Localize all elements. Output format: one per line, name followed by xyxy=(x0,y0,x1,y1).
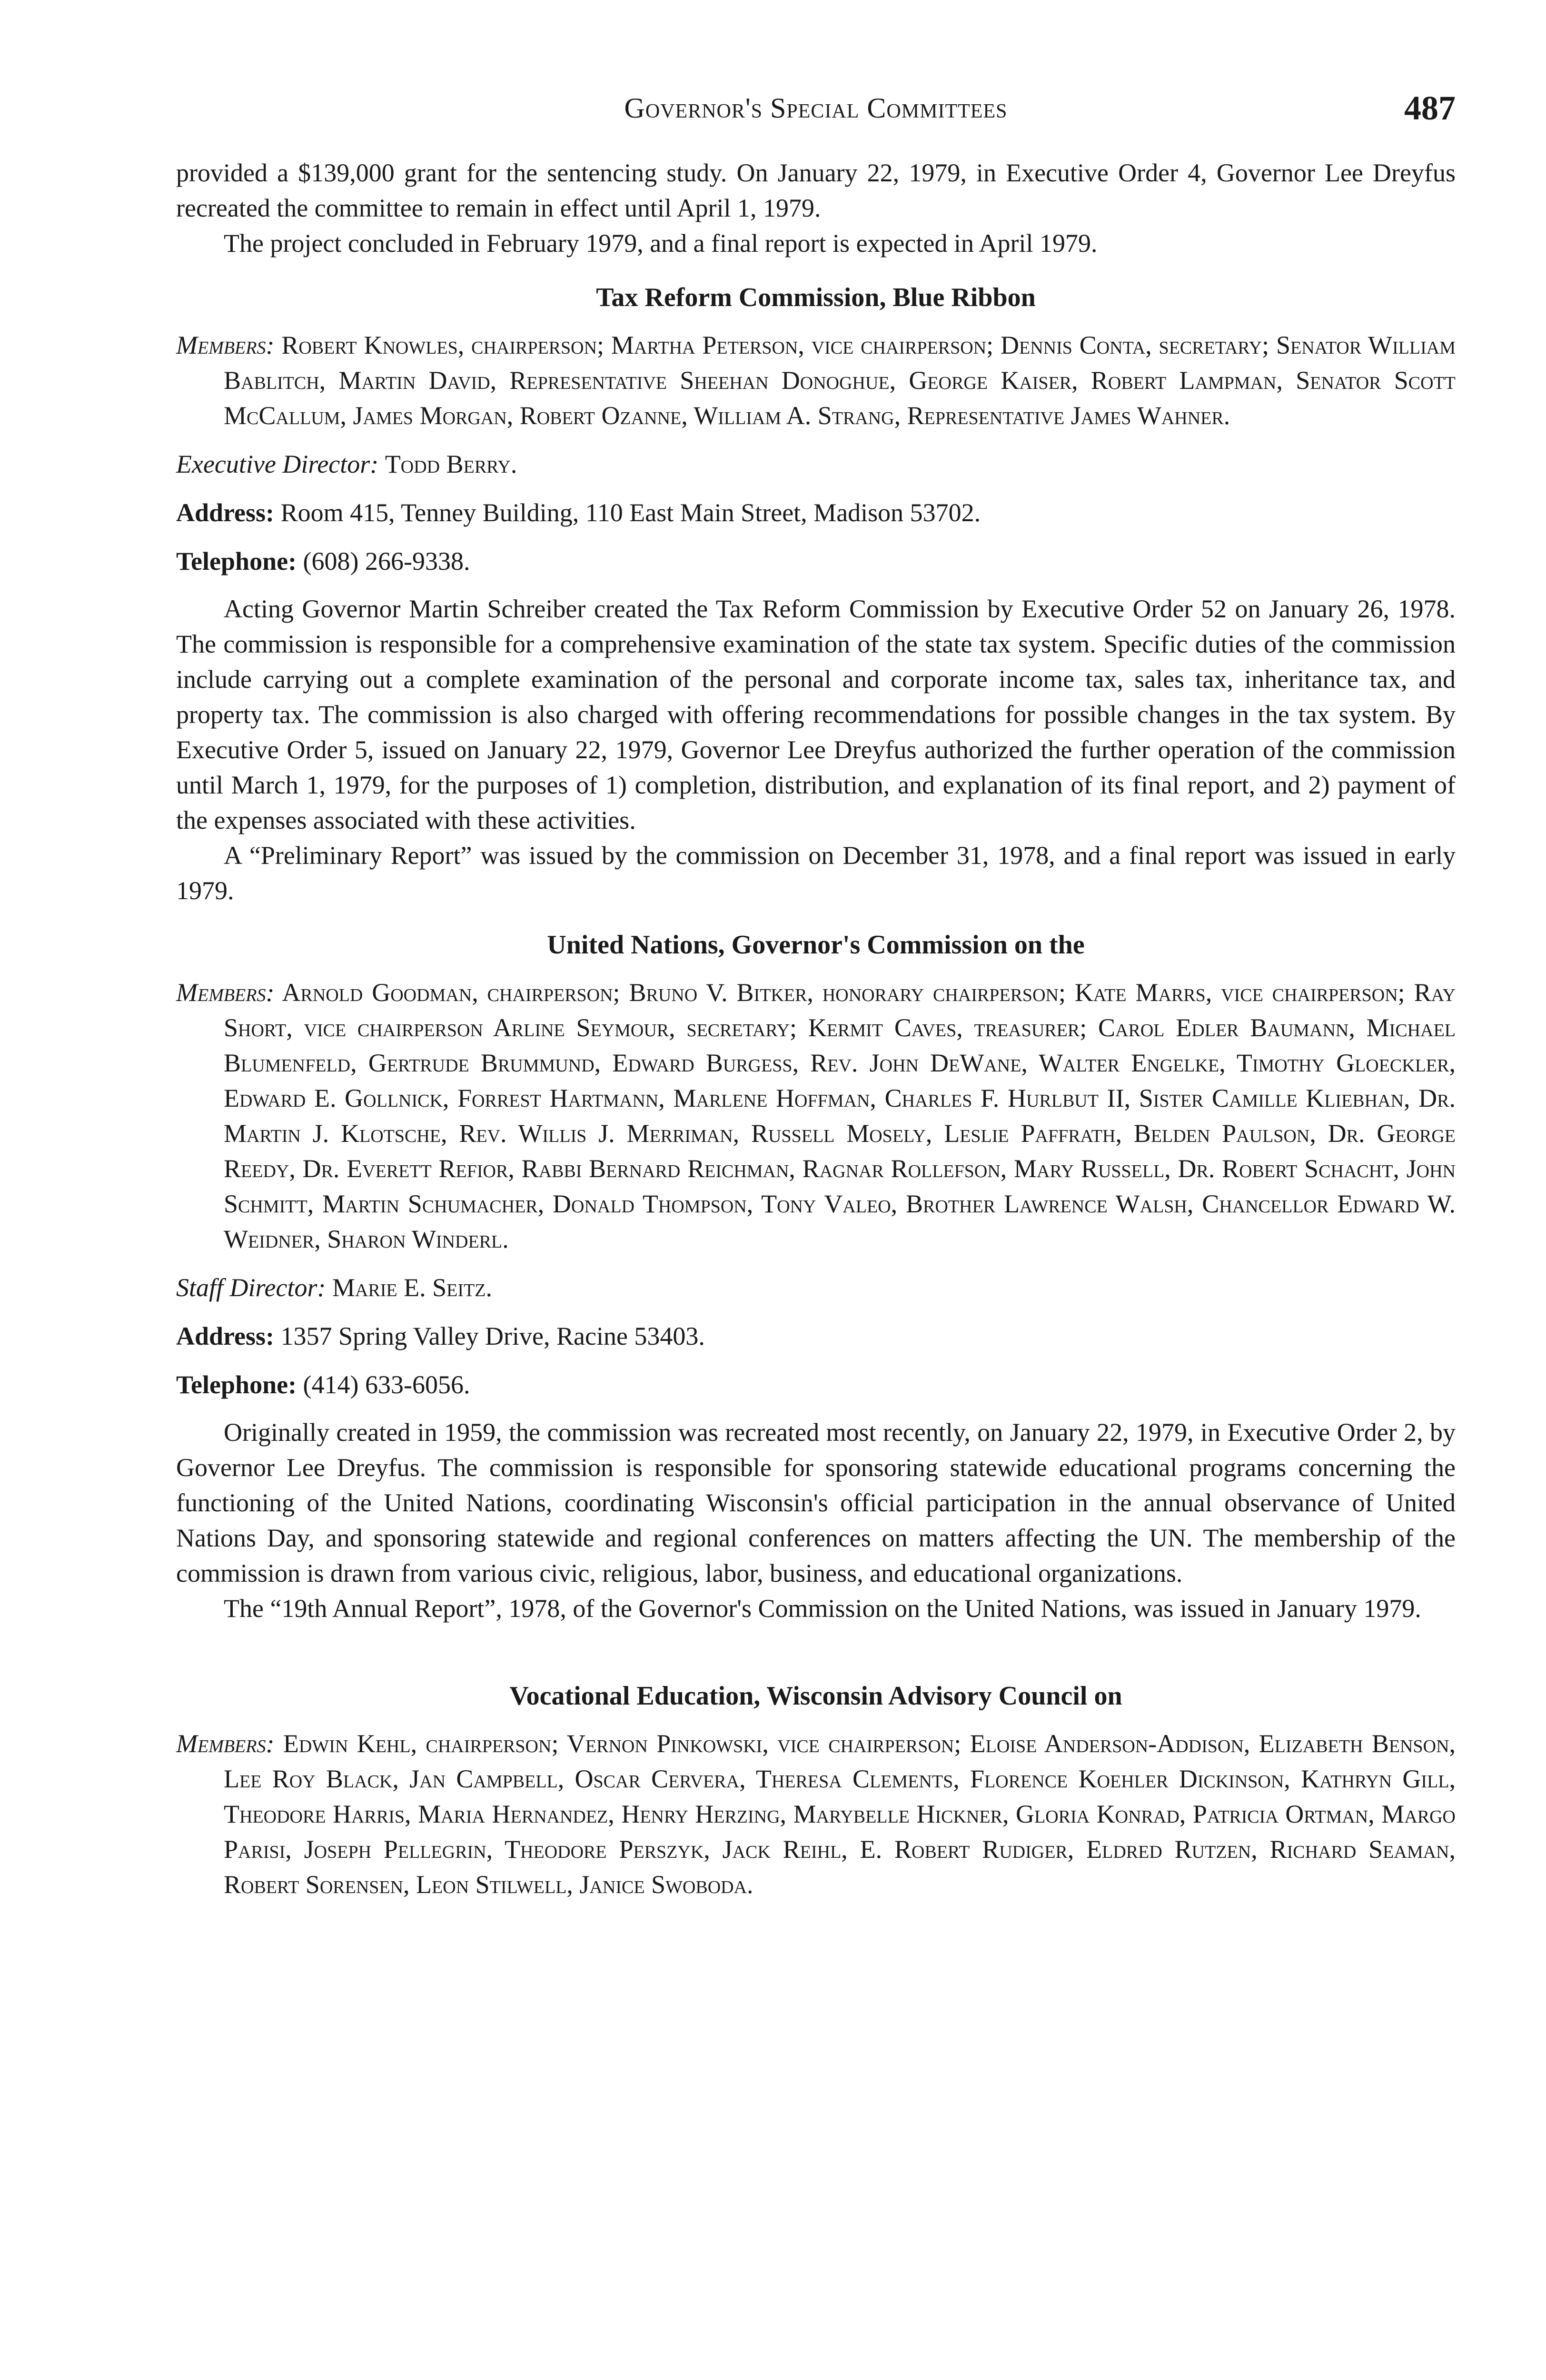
tax-executive-director xyxy=(176,446,1456,482)
intro-paragraph: provided a $139,000 grant for the sentencing study. On January 22, 1979, in Executive Order 4, Governor Lee Dreyfus recreated the committee to remain in effect until April 1, 1979. xyxy=(176,159,1456,222)
un-report-note: The “19th Annual Report”, 1978, of the Governor's Commission on the United Nations, was issued in January 1979. xyxy=(224,1594,1421,1623)
telephone-label: Telephone: xyxy=(176,1370,297,1399)
tax-telephone xyxy=(176,544,1456,579)
members-list: Edwin Kehl, chairperson; Vernon Pinkowski, vice chairperson; Eloise Anderson-Addison, Elizabeth Benson, Lee Roy Black, Jan Campbell, Oscar Cervera, Theresa Clements, Florence Koehler Dickinson, Kathryn Gill, Theodore Harris, Maria Hernandez, Henry Herzing, Marybelle Hickner, Gloria Konrad, Patricia Ortman, Margo Parisi, Joseph Pellegrin, Theodore Perszyk, Jack Reihl, E. Robert Rudiger, Eldred Rutzen, Richard Seaman, Robert Sorensen, Leon Stilwell, Janice Swoboda. xyxy=(224,1729,1456,1899)
tax-description: Acting Governor Martin Schreiber created the Tax Reform Commission by Executive Order 52 on January 26, 1978. The commission is responsible for a comprehensive examination of the state tax system. Specific duties of the commission include carrying out a complete examination of the personal and corporate income tax, sales tax, inheritance tax, and property tax. The commission is also charged with offering recommendations for possible changes in the tax system. By Executive Order 5, issued on January 22, 1979, Governor Lee Dreyfus authorized the further operation of the commission until March 1, 1979, for the purposes of 1) completion, distribution, and explanation of its final report, and 2) payment of the expenses associated with these activities. xyxy=(176,595,1456,834)
running-header xyxy=(176,90,1456,138)
section-heading-tax-reform: Tax Reform Commission, Blue Ribbon xyxy=(596,283,1036,312)
director-label: Executive Director: xyxy=(176,450,379,478)
tax-report-note: A “Preliminary Report” was issued by the commission on December 31, 1978, and a final report was issued in early 1979. xyxy=(176,841,1456,905)
members-list: Arnold Goodman, chairperson; Bruno V. Bitker, honorary chairperson; Kate Marrs, vice chairperson; Ray Short, vice chairperson Arline Seymour, secretary; Kermit Caves, treasurer; Carol Edler Baumann, Michael Blumenfeld, Gertrude Brummund, Edward Burgess, Rev. John DeWane, Walter Engelke, Timothy Gloeckler, Edward E. Gollnick, Forrest Hartmann, Marlene Hoffman, Charles F. Hurlbut II, Sister Camille Kliebhan, Dr. Martin J. Klotsche, Rev. Willis J. Merriman, Russell Mosely, Leslie Paffrath, Belden Paulson, Dr. George Reedy, Dr. Everett Refior, Rabbi Bernard Reichman, Ragnar Rollefson, Mary Russell, Dr. Robert Schacht, John Schmitt, Martin Schumacher, Donald Thompson, Tony Valeo, Brother Lawrence Walsh, Chancellor Edward W. Weidner, Sharon Winderl. xyxy=(224,978,1456,1253)
address-label: Address: xyxy=(176,1322,275,1350)
un-description: Originally created in 1959, the commission was recreated most recently, on January 22, 1979, in Executive Order 2, by Governor Lee Dreyfus. The commission is responsible for sponsoring statewide educational programs concerning the functioning of the United Nations, coordinating Wisconsin's official participation in the annual observance of United Nations Day, and sponsoring statewide and regional conferences on matters affecting the UN. The membership of the commission is drawn from various civic, religious, labor, business, and educational organizations. xyxy=(176,1418,1456,1587)
director-name: Todd Berry. xyxy=(385,450,517,478)
telephone-value: (414) 633-6056. xyxy=(303,1370,470,1399)
members-list: Robert Knowles, chairperson; Martha Peterson, vice chairperson; Dennis Conta, secretary; Senator William Bablitch, Martin David, Representative Sheehan Donoghue, George Kaiser, Robert Lampman, Senator Scott McCallum, James Morgan, Robert Ozanne, William A. Strang, Representative James Wahner. xyxy=(224,331,1456,430)
address-value: Room 415, Tenney Building, 110 East Main Street, Madison 53702. xyxy=(280,498,981,527)
section-heading-vocational-education: Vocational Education, Wisconsin Advisory Council on xyxy=(509,1681,1122,1711)
address-label: Address: xyxy=(176,498,275,527)
un-telephone xyxy=(176,1367,1456,1402)
telephone-label: Telephone: xyxy=(176,547,297,575)
members-label: Members: xyxy=(176,1729,275,1758)
un-address xyxy=(176,1319,1456,1354)
members-label: Members: xyxy=(176,978,275,1007)
un-staff-director xyxy=(176,1270,1456,1305)
telephone-value: (608) 266-9338. xyxy=(303,547,470,575)
intro-paragraph-2: The project concluded in February 1979, and a final report is expected in April 1979. xyxy=(224,229,1098,258)
page-number: 487 xyxy=(1404,89,1456,127)
section-heading-united-nations: United Nations, Governor's Commission on the xyxy=(547,930,1085,960)
address-value: 1357 Spring Valley Drive, Racine 53403. xyxy=(280,1322,705,1350)
director-name: Marie E. Seitz. xyxy=(332,1273,492,1302)
un-members xyxy=(176,975,1456,1257)
running-title: Governor's Special Committees xyxy=(624,92,1008,124)
members-label: Members: xyxy=(176,331,275,359)
director-label: Staff Director: xyxy=(176,1273,326,1302)
tax-address xyxy=(176,495,1456,530)
voc-members xyxy=(176,1726,1456,1902)
tax-members xyxy=(176,327,1456,433)
